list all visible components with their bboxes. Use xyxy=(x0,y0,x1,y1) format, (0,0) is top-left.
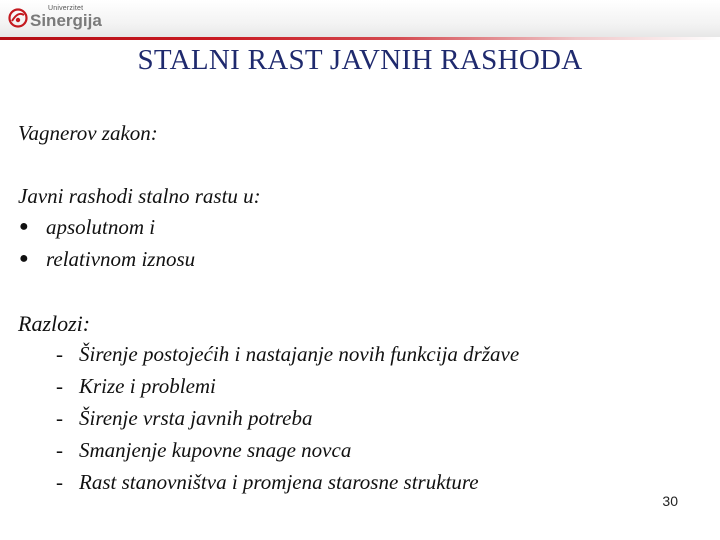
reason-item: Širenje postojećih i nastajanje novih funkcija države xyxy=(79,342,520,366)
bullet-item: relativnom iznosu xyxy=(46,247,196,271)
list-dash: - xyxy=(56,342,63,366)
slide-title: STALNI RAST JAVNIH RASHODA xyxy=(137,44,583,76)
list-dash: - xyxy=(56,406,63,430)
page-number: 30 xyxy=(662,493,678,509)
list-dash: - xyxy=(56,470,63,494)
bullet-dot: ● xyxy=(19,218,29,235)
bullet-item: apsolutnom i xyxy=(46,215,156,239)
list-dash: - xyxy=(56,374,63,398)
header-stripe xyxy=(0,37,720,40)
bullet-dot: ● xyxy=(19,250,29,267)
university-logo xyxy=(8,5,102,33)
logo-name: Sinergija xyxy=(30,11,102,30)
logo-small-text: Univerzitet xyxy=(48,5,84,12)
reasons-heading: Razlozi: xyxy=(18,311,91,336)
law-heading: Vagnerov zakon: xyxy=(18,121,158,145)
intro-text: Javni rashodi stalno rastu u: xyxy=(18,184,261,208)
reason-item: Rast stanovništva i promjena starosne strukture xyxy=(79,470,479,494)
reason-item: Krize i problemi xyxy=(79,374,216,398)
reason-item: Širenje vrsta javnih potreba xyxy=(79,406,313,430)
header-bar xyxy=(0,0,720,40)
sinergija-logo-icon xyxy=(8,8,28,28)
list-dash: - xyxy=(56,438,63,462)
reason-item: Smanjenje kupovne snage novca xyxy=(79,438,352,462)
